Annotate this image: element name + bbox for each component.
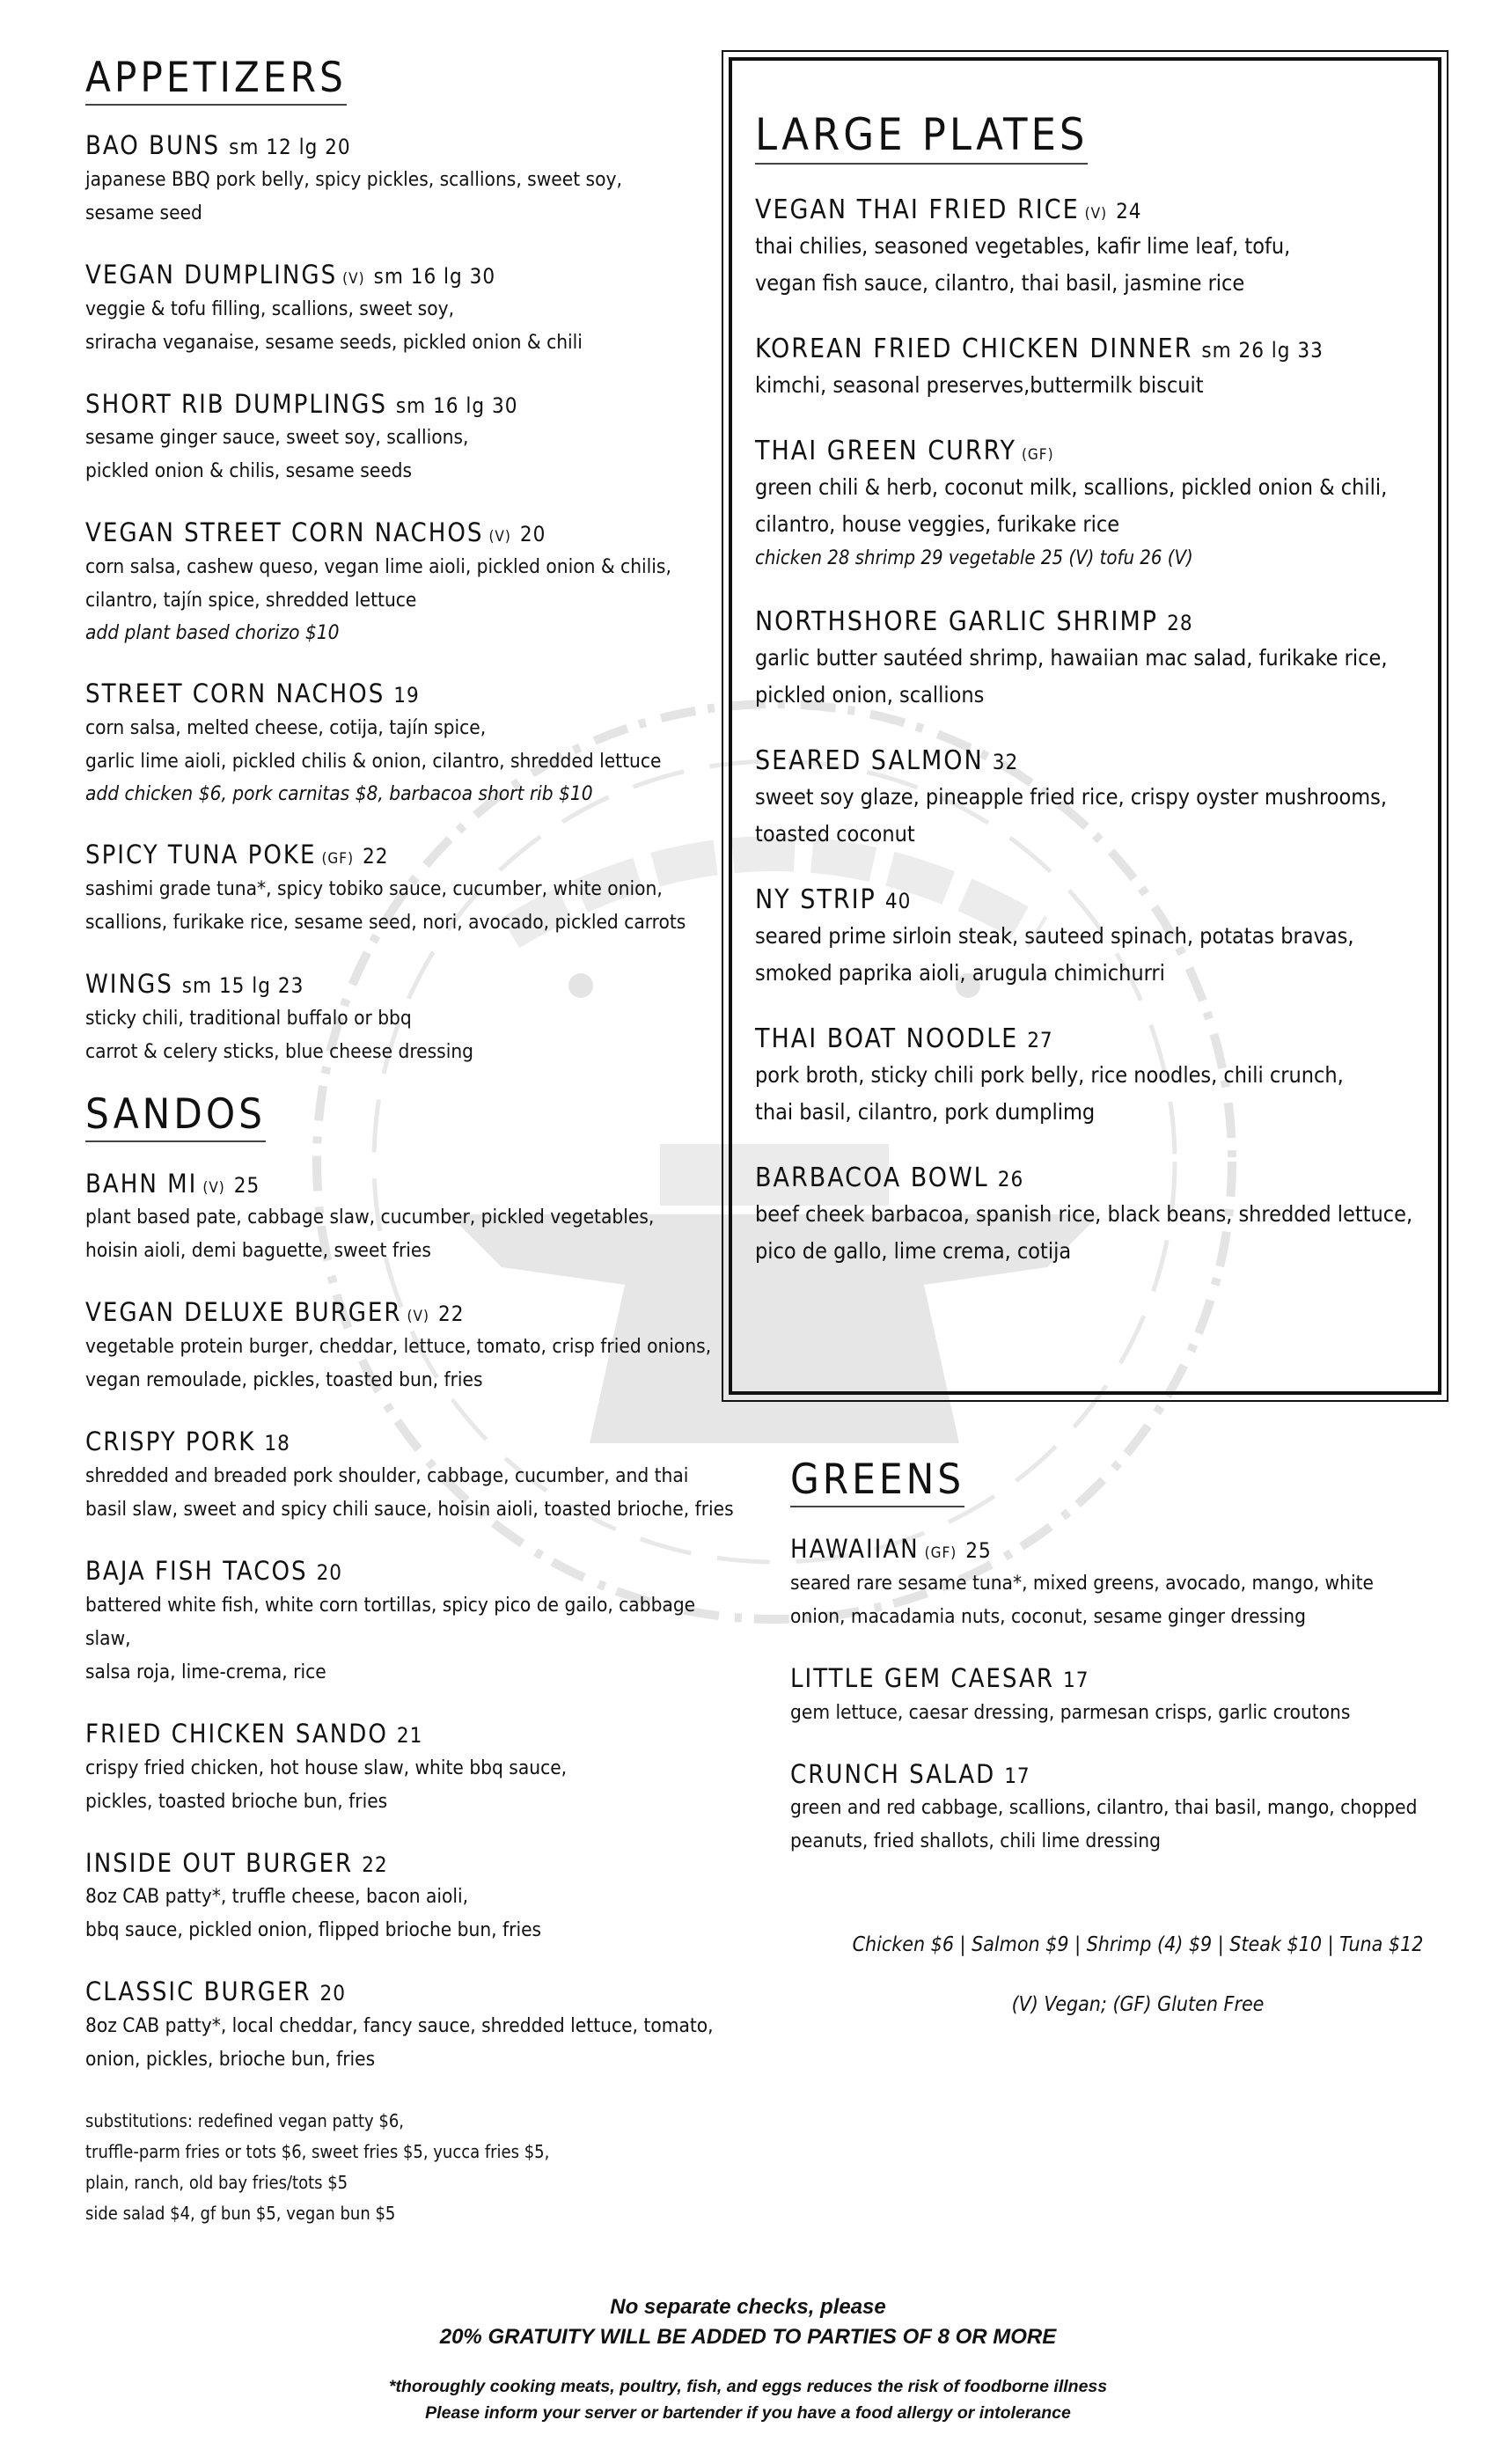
menu-item-header (85, 1556, 737, 1587)
menu-item (790, 1759, 1433, 1859)
menu-item (85, 840, 737, 939)
menu-item-header (85, 969, 737, 1000)
menu-item-name: VEGAN STREET CORN NACHOS (85, 517, 484, 548)
menu-item (85, 678, 737, 810)
menu-item-description: kimchi, seasonal preserves,buttermilk biscuit (755, 371, 1204, 398)
menu-item (85, 1556, 737, 1689)
menu-item-name: INSIDE OUT BURGER (85, 1847, 354, 1878)
menu-item-price: 22 (362, 1852, 388, 1877)
footer-gratuity-note: 20% GRATUITY WILL BE ADDED TO PARTIES OF 8 OR MORE (439, 2325, 1057, 2349)
menu-item (85, 1976, 737, 2076)
menu-item-price: sm 16 lg 30 (395, 392, 518, 418)
menu-item-name: BARBACOA BOWL (755, 1162, 989, 1193)
menu-item-header (85, 260, 737, 290)
menu-item-diet-tag: (GF) (1021, 445, 1054, 464)
menu-item-price: 20 (316, 1560, 343, 1586)
menu-item-price: 17 (1004, 1763, 1030, 1788)
menu-item-name: CLASSIC BURGER (85, 1976, 312, 2007)
menu-item (85, 969, 737, 1068)
menu-item-description: seared rare sesame tuna*, mixed greens, avocado, mango, white onion, macadamia nuts, coconut, sesame ginger dressing (790, 1571, 1374, 1628)
menu-item-description: thai chilies, seasoned vegetables, kafir lime leaf, tofu, vegan fish sauce, cilantro, thai basil, jasmine rice (755, 232, 1291, 296)
menu-item-name: NY STRIP (755, 884, 876, 915)
menu-item-price: 26 (997, 1166, 1024, 1192)
menu-item (755, 606, 1424, 714)
menu-item-diet-tag: (GF) (321, 850, 355, 869)
menu-item-description: sesame ginger sauce, sweet soy, scallions, pickled onion & chilis, sesame seeds (85, 426, 469, 483)
menu-item-diet-tag: (V) (202, 1178, 225, 1197)
menu-item (85, 130, 737, 230)
menu-item-name: STREET CORN NACHOS (85, 678, 385, 709)
menu-item-diet-tag: (GF) (924, 1544, 957, 1563)
menu-item-header (85, 130, 737, 161)
menu-item-description: green chili & herb, coconut milk, scallions, pickled onion & chili, cilantro, house veggies, furikake rice (755, 473, 1388, 537)
menu-item-price: sm 26 lg 33 (1201, 337, 1324, 363)
menu-item-description: pork broth, sticky chili pork belly, rice noodles, chili crunch, thai basil, cilantro, pork dumplimg (755, 1061, 1344, 1125)
greens-column (790, 1456, 1433, 2016)
menu-item-addon: chicken 28 shrimp 29 vegetable 25 (V) tofu 26 (V) (755, 546, 1193, 569)
appetizers-title: APPETIZERS (85, 55, 347, 106)
menu-item-name: BAJA FISH TACOS (85, 1556, 308, 1587)
menu-item-diet-tag: (V) (342, 269, 365, 288)
menu-item (85, 517, 737, 649)
menu-item-description: gem lettuce, caesar dressing, parmesan crisps, garlic croutons (790, 1700, 1351, 1724)
menu-item-name: CRISPY PORK (85, 1426, 256, 1457)
menu-item-diet-tag: (V) (407, 1308, 429, 1326)
menu-item-price: 25 (233, 1172, 260, 1198)
menu-item-description: corn salsa, cashew queso, vegan lime aioli, pickled onion & chilis, cilantro, tajín spice, shredded lettuce (85, 555, 671, 612)
menu-item-price: sm 15 lg 23 (181, 972, 304, 998)
menu-item-header (85, 1297, 737, 1328)
menu-item-header (85, 840, 737, 870)
left-column (85, 55, 737, 2229)
sandos-list (85, 1169, 737, 2077)
large-plates-box (729, 57, 1441, 1395)
sandos-title: SANDOS (85, 1091, 266, 1142)
menu-item-price: 27 (1027, 1027, 1053, 1052)
menu-item-description: battered white fish, white corn tortillas, spicy pico de gailo, cabbage slaw, salsa roja, lime-crema, rice (85, 1593, 696, 1683)
menu-item-price: 25 (965, 1538, 992, 1564)
large-plates-list (755, 194, 1424, 1270)
menu-item (755, 1162, 1424, 1270)
protein-addons: Chicken $6 | Salmon $9 | Shrimp (4) $9 | Steak $10 | Tuna $12 (852, 1933, 1424, 1957)
menu-item-header (755, 745, 1424, 777)
menu-item-price: 22 (363, 844, 389, 869)
menu-item (85, 260, 737, 359)
menu-item-description: corn salsa, melted cheese, cotija, tajín spice, garlic lime aioli, pickled chilis & onion, cilantro, shredded lettuce (85, 716, 662, 774)
menu-item-price: 17 (1062, 1667, 1089, 1692)
menu-item-header (790, 1759, 1433, 1790)
menu-item-price: 32 (992, 749, 1019, 774)
menu-item-diet-tag: (V) (488, 528, 511, 546)
menu-item-header (755, 606, 1424, 638)
menu-item-name: LITTLE GEM CAESAR (790, 1662, 1054, 1693)
menu-item-addon: add plant based chorizo $10 (85, 621, 340, 645)
menu-item-header (755, 194, 1424, 226)
menu-item-description: garlic butter sautéed shrimp, hawaiian mac salad, furikake rice, pickled onion, scallions (755, 644, 1388, 708)
menu-item-name: THAI BOAT NOODLE (755, 1023, 1019, 1054)
menu-item (85, 389, 737, 488)
menu-item-name: VEGAN DUMPLINGS (85, 259, 338, 290)
footer-food-safety-note: *thoroughly cooking meats, poultry, fish, and eggs reduces the risk of foodborne illness (388, 2377, 1108, 2396)
menu-item (755, 745, 1424, 853)
menu-item-addon: add chicken $6, pork carnitas $8, barbacoa short rib $10 (85, 782, 593, 806)
menu-item-description: crispy fried chicken, hot house slaw, white bbq sauce, pickles, toasted brioche bun, fries (85, 1756, 568, 1813)
menu-item-description: 8oz CAB patty*, truffle cheese, bacon aioli, bbq sauce, pickled onion, flipped brioche bun, fries (85, 1885, 542, 1942)
menu-item-description: sashimi grade tuna*, spicy tobiko sauce, cucumber, white onion, scallions, furikake rice, sesame seed, nori, avocado, pickled carrots (85, 876, 686, 934)
menu-item-price: 19 (393, 683, 420, 708)
menu-item-name: HAWAIIAN (790, 1534, 920, 1565)
large-plates-title: LARGE PLATES (755, 110, 1088, 165)
menu-item-price: 20 (319, 1981, 347, 2006)
menu-item-header (790, 1534, 1433, 1565)
menu-item-description: sweet soy glaze, pineapple fried rice, crispy oyster mushrooms, toasted coconut (755, 783, 1388, 847)
greens-title: GREENS (790, 1456, 964, 1507)
menu-item-header (755, 1162, 1424, 1194)
menu-item-name: VEGAN DELUXE BURGER (85, 1297, 402, 1328)
menu-item-price: 21 (396, 1722, 423, 1748)
menu-item-description: shredded and breaded pork shoulder, cabbage, cucumber, and thai basil slaw, sweet and spicy chili sauce, hoisin aioli, toasted brioche, fries (85, 1464, 734, 1522)
menu-item-name: SEARED SALMON (755, 744, 984, 776)
menu-item-description: green and red cabbage, scallions, cilantro, thai basil, mango, chopped peanuts, fried shallots, chili lime dressing (790, 1796, 1418, 1853)
menu-item-name: FRIED CHICKEN SANDO (85, 1718, 388, 1749)
diet-legend: (V) Vegan; (GF) Gluten Free (1011, 1993, 1265, 2017)
menu-item (85, 1297, 737, 1397)
menu-item-header (85, 1426, 737, 1457)
substitutions-note: substitutions: redefined vegan patty $6, truffle-parm fries or tots $6, sweet fries $5, yucca fries $5, plain, ranch, old bay fries/tots $5 side salad $4, gf bun $5, vegan bun $5 (85, 2110, 550, 2225)
menu-item-price: 22 (437, 1302, 465, 1327)
menu-item (755, 1023, 1424, 1131)
menu-item-description: japanese BBQ pork belly, spicy pickles, scallions, sweet soy, sesame seed (85, 167, 622, 224)
menu-item-name: VEGAN THAI FRIED RICE (755, 194, 1080, 225)
menu-item-name: CRUNCH SALAD (790, 1758, 996, 1789)
menu-item (85, 1848, 737, 1947)
menu-item (85, 1169, 737, 1268)
menu-item-price: 40 (884, 888, 912, 913)
menu-item-description: veggie & tofu filling, scallions, sweet soy, sriracha veganaise, sesame seeds, pickled onion & chili (85, 297, 583, 354)
menu-item-name: WINGS (85, 968, 173, 999)
menu-item-description: plant based pate, cabbage slaw, cucumber, pickled vegetables, hoisin aioli, demi baguette, sweet fries (85, 1206, 655, 1263)
menu-item-name: BAHN MI (85, 1168, 198, 1199)
menu-item-name: NORTHSHORE GARLIC SHRIMP (755, 605, 1159, 637)
menu-item-price: 28 (1167, 610, 1193, 635)
menu-item-price: 20 (519, 522, 546, 547)
menu-item-header (755, 1023, 1424, 1055)
menu-item-header (85, 1169, 737, 1199)
menu-item-header (85, 1848, 737, 1879)
menu-item-description: beef cheek barbacoa, spanish rice, black beans, shredded lettuce, pico de gallo, lime crema, cotija (755, 1200, 1413, 1264)
menu-item-price: sm 16 lg 30 (373, 263, 496, 289)
menu-item-description: 8oz CAB patty*, local cheddar, fancy sauce, shredded lettuce, tomato, onion, pickles, brioche bun, fries (85, 2014, 714, 2072)
menu-item (790, 1663, 1433, 1729)
menu-item (755, 334, 1424, 404)
footer-allergy-note: Please inform your server or bartender if you have a food allergy or intolerance (425, 2403, 1071, 2423)
menu-item-header (85, 1976, 737, 2007)
menu-item-name: THAI GREEN CURRY (755, 435, 1016, 466)
menu-item-header (755, 884, 1424, 916)
menu-item-header (85, 517, 737, 548)
menu-item-header (85, 678, 737, 709)
greens-list (790, 1534, 1433, 1858)
menu-item-header (755, 436, 1424, 467)
footer (0, 2292, 1496, 2426)
menu-item-description: seared prime sirloin steak, sauteed spinach, potatas bravas, smoked paprika aioli, arugula chimichurri (755, 922, 1354, 986)
menu-item (755, 194, 1424, 302)
menu-item-price: sm 12 lg 20 (229, 135, 351, 160)
menu-item (85, 1719, 737, 1818)
menu-item-name: BAO BUNS (85, 130, 221, 161)
menu-item-name: SHORT RIB DUMPLINGS (85, 388, 387, 419)
menu-item-name: SPICY TUNA POKE (85, 840, 317, 870)
menu-item-diet-tag: (V) (1084, 204, 1108, 223)
menu-item-header (755, 334, 1424, 365)
appetizers-list (85, 130, 737, 1068)
menu-item-header (85, 389, 737, 420)
menu-item-description: sticky chili, traditional buffalo or bbq carrot & celery sticks, blue cheese dressing (85, 1006, 474, 1063)
footer-checks-note: No separate checks, please (610, 2295, 886, 2319)
menu-item-price: 18 (264, 1431, 290, 1456)
menu-item (85, 1426, 737, 1526)
menu-item-name: KOREAN FRIED CHICKEN DINNER (755, 333, 1193, 364)
menu-item-header (85, 1719, 737, 1749)
menu-item (755, 436, 1424, 575)
menu-item (790, 1534, 1433, 1633)
menu-item-description: vegetable protein burger, cheddar, lettuce, tomato, crisp fried onions, vegan remoulade, pickles, toasted bun, fries (85, 1335, 712, 1392)
menu-item-header (790, 1663, 1433, 1694)
menu-item-price: 24 (1116, 198, 1142, 224)
menu-item (755, 884, 1424, 992)
